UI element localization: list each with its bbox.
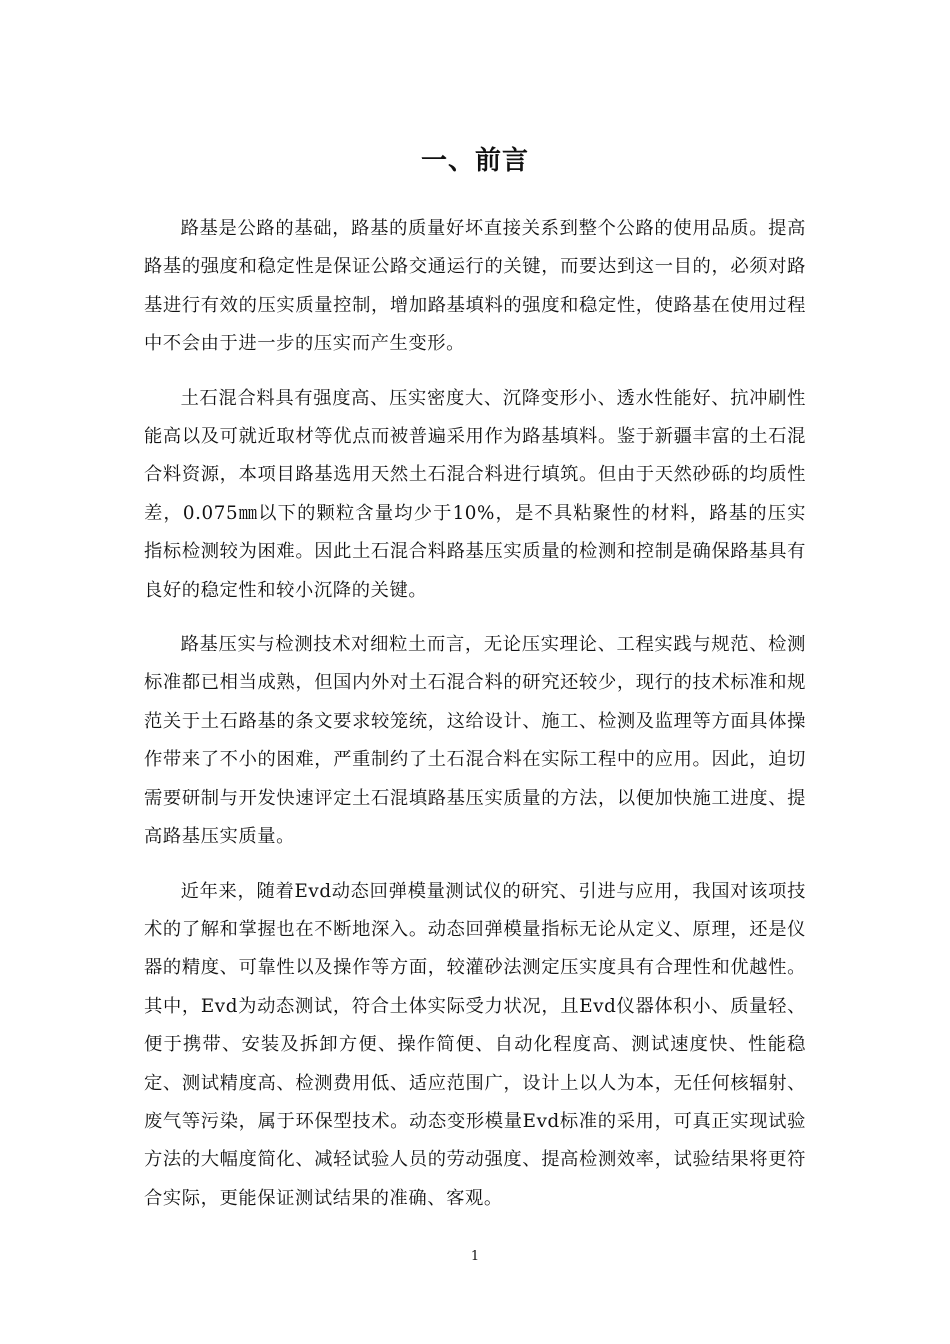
page-title: 一、前言	[420, 146, 529, 176]
page-number: 1	[470, 1249, 480, 1264]
paragraph-4: 近年来，随着Evd动态回弹模量测试仪的研究、引进与应用，我国对该项技术的了解和掌握也在不断地深入。动态回弹模量指标无论从定义、原理，还是仪器的精度、可靠性以及操作等方面，较灌砂法测定压实度具有合理性和优越性。其中，Evd为动态测试，符合土体实际受力状况，且Evd仪器体积小、质量轻、便于携带、安装及拆卸方便、操作简便、自动化程度高、测试速度快、性能稳定、测试精度高、检测费用低、适应范围广，设计上以人为本，无任何核辐射、废气等污染，属于环保型技术。动态变形模量Evd标准的采用，可真正实现试验方法的大幅度简化、减轻试验人员的劳动强度、提高检测效率，试验结果将更符合实际，更能保证测试结果的准确、客观。	[144, 880, 806, 1209]
paragraph-2: 土石混合料具有强度高、压实密度大、沉降变形小、透水性能好、抗冲刷性能高以及可就近取材等优点而被普遍采用作为路基填料。鉴于新疆丰富的土石混合料资源，本项目路基选用天然土石混合料进行填筑。但由于天然砂砾的均质性差，0.075㎜以下的颗粒含量均少于10%，是不具粘聚性的材料，路基的压实指标检测较为困难。因此土石混合料路基压实质量的检测和控制是确保路基具有良好的稳定性和较小沉降的关键。	[144, 387, 806, 601]
body-text	[144, 210, 806, 1234]
paragraph-3: 路基压实与检测技术对细粒土而言，无论压实理论、工程实践与规范、检测标准都已相当成熟，但国内外对土石混合料的研究还较少，现行的技术标准和规范关于土石路基的条文要求较笼统，这给设计、施工、检测及监理等方面具体操作带来了不小的困难，严重制约了土石混合料在实际工程中的应用。因此，迫切需要研制与开发快速评定土石混填路基压实质量的方法，以便加快施工进度、提高路基压实质量。	[144, 634, 806, 848]
paragraph-1: 路基是公路的基础，路基的质量好坏直接关系到整个公路的使用品质。提高路基的强度和稳定性是保证公路交通运行的关键，而要达到这一目的，必须对路基进行有效的压实质量控制，增加路基填料的强度和稳定性，使路基在使用过程中不会由于进一步的压实而产生变形。	[144, 218, 806, 355]
